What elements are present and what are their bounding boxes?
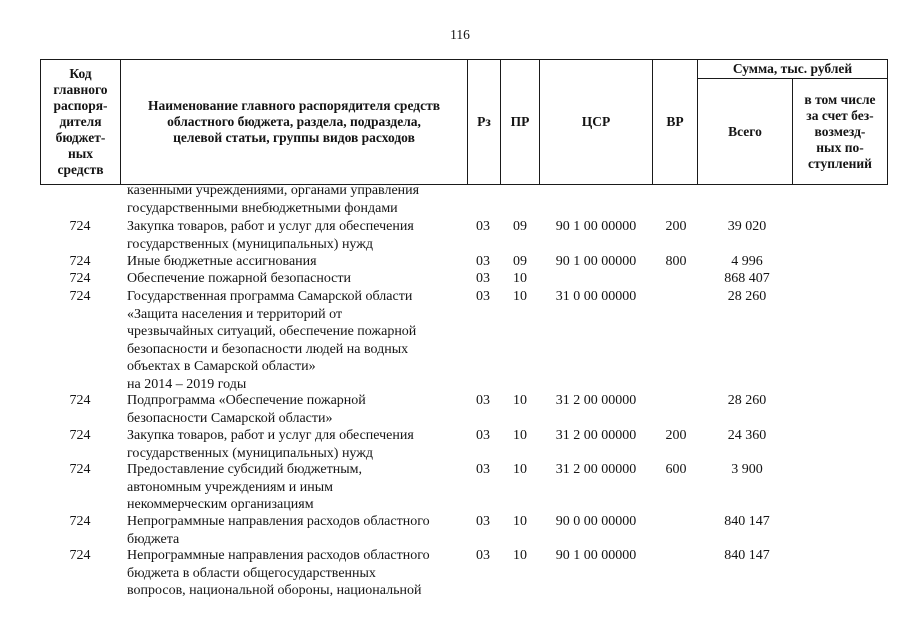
- row-rz: 03: [476, 514, 490, 529]
- row-name-line: Государственная программа Самарской области: [127, 289, 413, 304]
- row-rz: 03: [476, 462, 490, 477]
- row-total: 24 360: [727, 428, 767, 443]
- row-pr: 10: [513, 514, 527, 529]
- row-total: 4 996: [731, 254, 763, 269]
- row-rz: 03: [476, 271, 490, 286]
- row-csr: 90 1 00 00000: [555, 219, 637, 234]
- row-vr: 800: [665, 254, 687, 269]
- header-gratuitous-line: возмезд-: [814, 123, 866, 139]
- row-rz: 03: [476, 548, 490, 563]
- header-gratuitous-line: ных по-: [816, 139, 864, 155]
- continuation-line: казенными учреждениями, органами управления: [127, 183, 420, 198]
- header-name-line: Наименование главного распорядителя средств: [147, 98, 440, 113]
- row-vr: 600: [665, 462, 687, 477]
- row-code: 724: [69, 271, 91, 286]
- row-name-line: Закупка товаров, работ и услуг для обеспечения: [127, 428, 414, 443]
- row-name-line: Непрограммные направления расходов областного: [127, 548, 430, 563]
- header-name-line: областного бюджета, раздела, подраздела,: [167, 114, 421, 129]
- row-rz: 03: [476, 393, 490, 408]
- row-name-line: Предоставление субсидий бюджетным,: [127, 462, 363, 477]
- header-code-line: главного: [53, 82, 108, 97]
- row-name-line: чрезвычайных ситуаций, обеспечение пожарной: [127, 324, 417, 340]
- row-vr: 200: [665, 428, 687, 443]
- row-name-line: вопросов, национальной обороны, национальной: [127, 583, 422, 599]
- header-gratuitous-line: за счет без-: [806, 107, 874, 123]
- row-name-line: Непрограммные направления расходов областного: [127, 514, 430, 529]
- row-pr: 10: [513, 462, 527, 477]
- row-pr: 10: [513, 393, 527, 408]
- row-code: 724: [69, 289, 91, 304]
- row-pr: 09: [513, 219, 527, 234]
- row-code: 724: [69, 219, 91, 234]
- header-code-line: дителя: [59, 114, 102, 129]
- header-vr: ВР: [666, 114, 684, 129]
- row-vr: 200: [665, 219, 687, 234]
- row-name: [127, 547, 472, 600]
- row-name: [127, 253, 472, 271]
- row-code: 724: [69, 514, 91, 529]
- header-code-line: распоря-: [53, 98, 108, 113]
- row-name-line: Подпрограмма «Обеспечение пожарной: [127, 393, 366, 408]
- header-code-line: бюджет-: [55, 130, 106, 145]
- row-name: [127, 270, 472, 288]
- row-name-line: «Защита населения и территорий от: [127, 306, 343, 322]
- header-csr: ЦСР: [581, 114, 611, 129]
- header-gratuitous-line: ступлений: [808, 155, 872, 171]
- header-name-line: целевой статьи, группы видов расходов: [173, 130, 415, 145]
- row-code: 724: [69, 462, 91, 477]
- row-total: 39 020: [727, 219, 767, 234]
- row-csr: 90 1 00 00000: [555, 254, 637, 269]
- continuation-text: [127, 182, 419, 217]
- row-csr: 31 2 00 00000: [555, 428, 637, 443]
- row-pr: 10: [513, 271, 527, 286]
- row-pr: 09: [513, 254, 527, 269]
- row-name-line: бюджета в области общегосударственных: [127, 565, 376, 581]
- row-name: [127, 288, 472, 394]
- row-total: 840 147: [724, 548, 770, 563]
- row-name-line: некоммерческим организациям: [127, 497, 314, 513]
- row-rz: 03: [476, 219, 490, 234]
- header-code-line: средств: [57, 162, 104, 177]
- header-code-line: ных: [67, 146, 94, 161]
- row-name-line: Иные бюджетные ассигнования: [127, 254, 317, 269]
- row-code: 724: [69, 428, 91, 443]
- row-name: [127, 513, 472, 548]
- row-csr: 31 2 00 00000: [555, 462, 637, 477]
- row-total: 840 147: [724, 514, 770, 529]
- row-name-line: Обеспечение пожарной безопасности: [127, 271, 352, 286]
- row-pr: 10: [513, 428, 527, 443]
- row-name: [127, 218, 472, 253]
- table-header: [0, 0, 905, 190]
- row-total: 3 900: [731, 462, 763, 477]
- row-name-line: на 2014 – 2019 годы: [127, 376, 247, 392]
- header-code-line: Код: [69, 66, 92, 81]
- row-name-line: бюджета: [127, 531, 180, 547]
- row-pr: 10: [513, 548, 527, 563]
- continuation-line: государственными внебюджетными фондами: [127, 200, 398, 216]
- header-code: [41, 60, 120, 184]
- row-csr: 90 0 00 00000: [555, 514, 637, 529]
- row-csr: 31 0 00 00000: [555, 289, 637, 304]
- row-rz: 03: [476, 428, 490, 443]
- row-code: 724: [69, 254, 91, 269]
- row-rz: 03: [476, 254, 490, 269]
- header-pr: ПР: [510, 114, 530, 129]
- page-number: 116: [450, 27, 470, 42]
- row-name: [127, 461, 472, 514]
- row-name-line: автономным учреждениям и иным: [127, 479, 334, 495]
- row-name-line: государственных (муниципальных) нужд: [127, 236, 374, 252]
- row-total: 28 260: [727, 393, 767, 408]
- row-pr: 10: [513, 289, 527, 304]
- header-name: [121, 60, 467, 184]
- row-csr: 31 2 00 00000: [555, 393, 637, 408]
- row-name-line: безопасности и безопасности людей на водных: [127, 341, 409, 357]
- header-rz: Рз: [477, 114, 491, 129]
- header-total: Всего: [728, 123, 762, 139]
- row-name-line: безопасности Самарской области»: [127, 410, 333, 426]
- header-gratuitous: [793, 79, 887, 184]
- row-total: 28 260: [727, 289, 767, 304]
- row-rz: 03: [476, 289, 490, 304]
- row-code: 724: [69, 393, 91, 408]
- row-csr: 90 1 00 00000: [555, 548, 637, 563]
- row-name: [127, 427, 472, 462]
- row-total: 868 407: [724, 271, 770, 286]
- row-name-line: Закупка товаров, работ и услуг для обеспечения: [127, 219, 414, 234]
- header-sum-group: Сумма, тыс. рублей: [732, 61, 853, 76]
- row-code: 724: [69, 548, 91, 563]
- header-gratuitous-line: в том числе: [804, 91, 876, 107]
- row-name-line: государственных (муниципальных) нужд: [127, 445, 374, 461]
- row-name: [127, 392, 472, 427]
- row-name-line: объектах в Самарской области»: [127, 359, 316, 375]
